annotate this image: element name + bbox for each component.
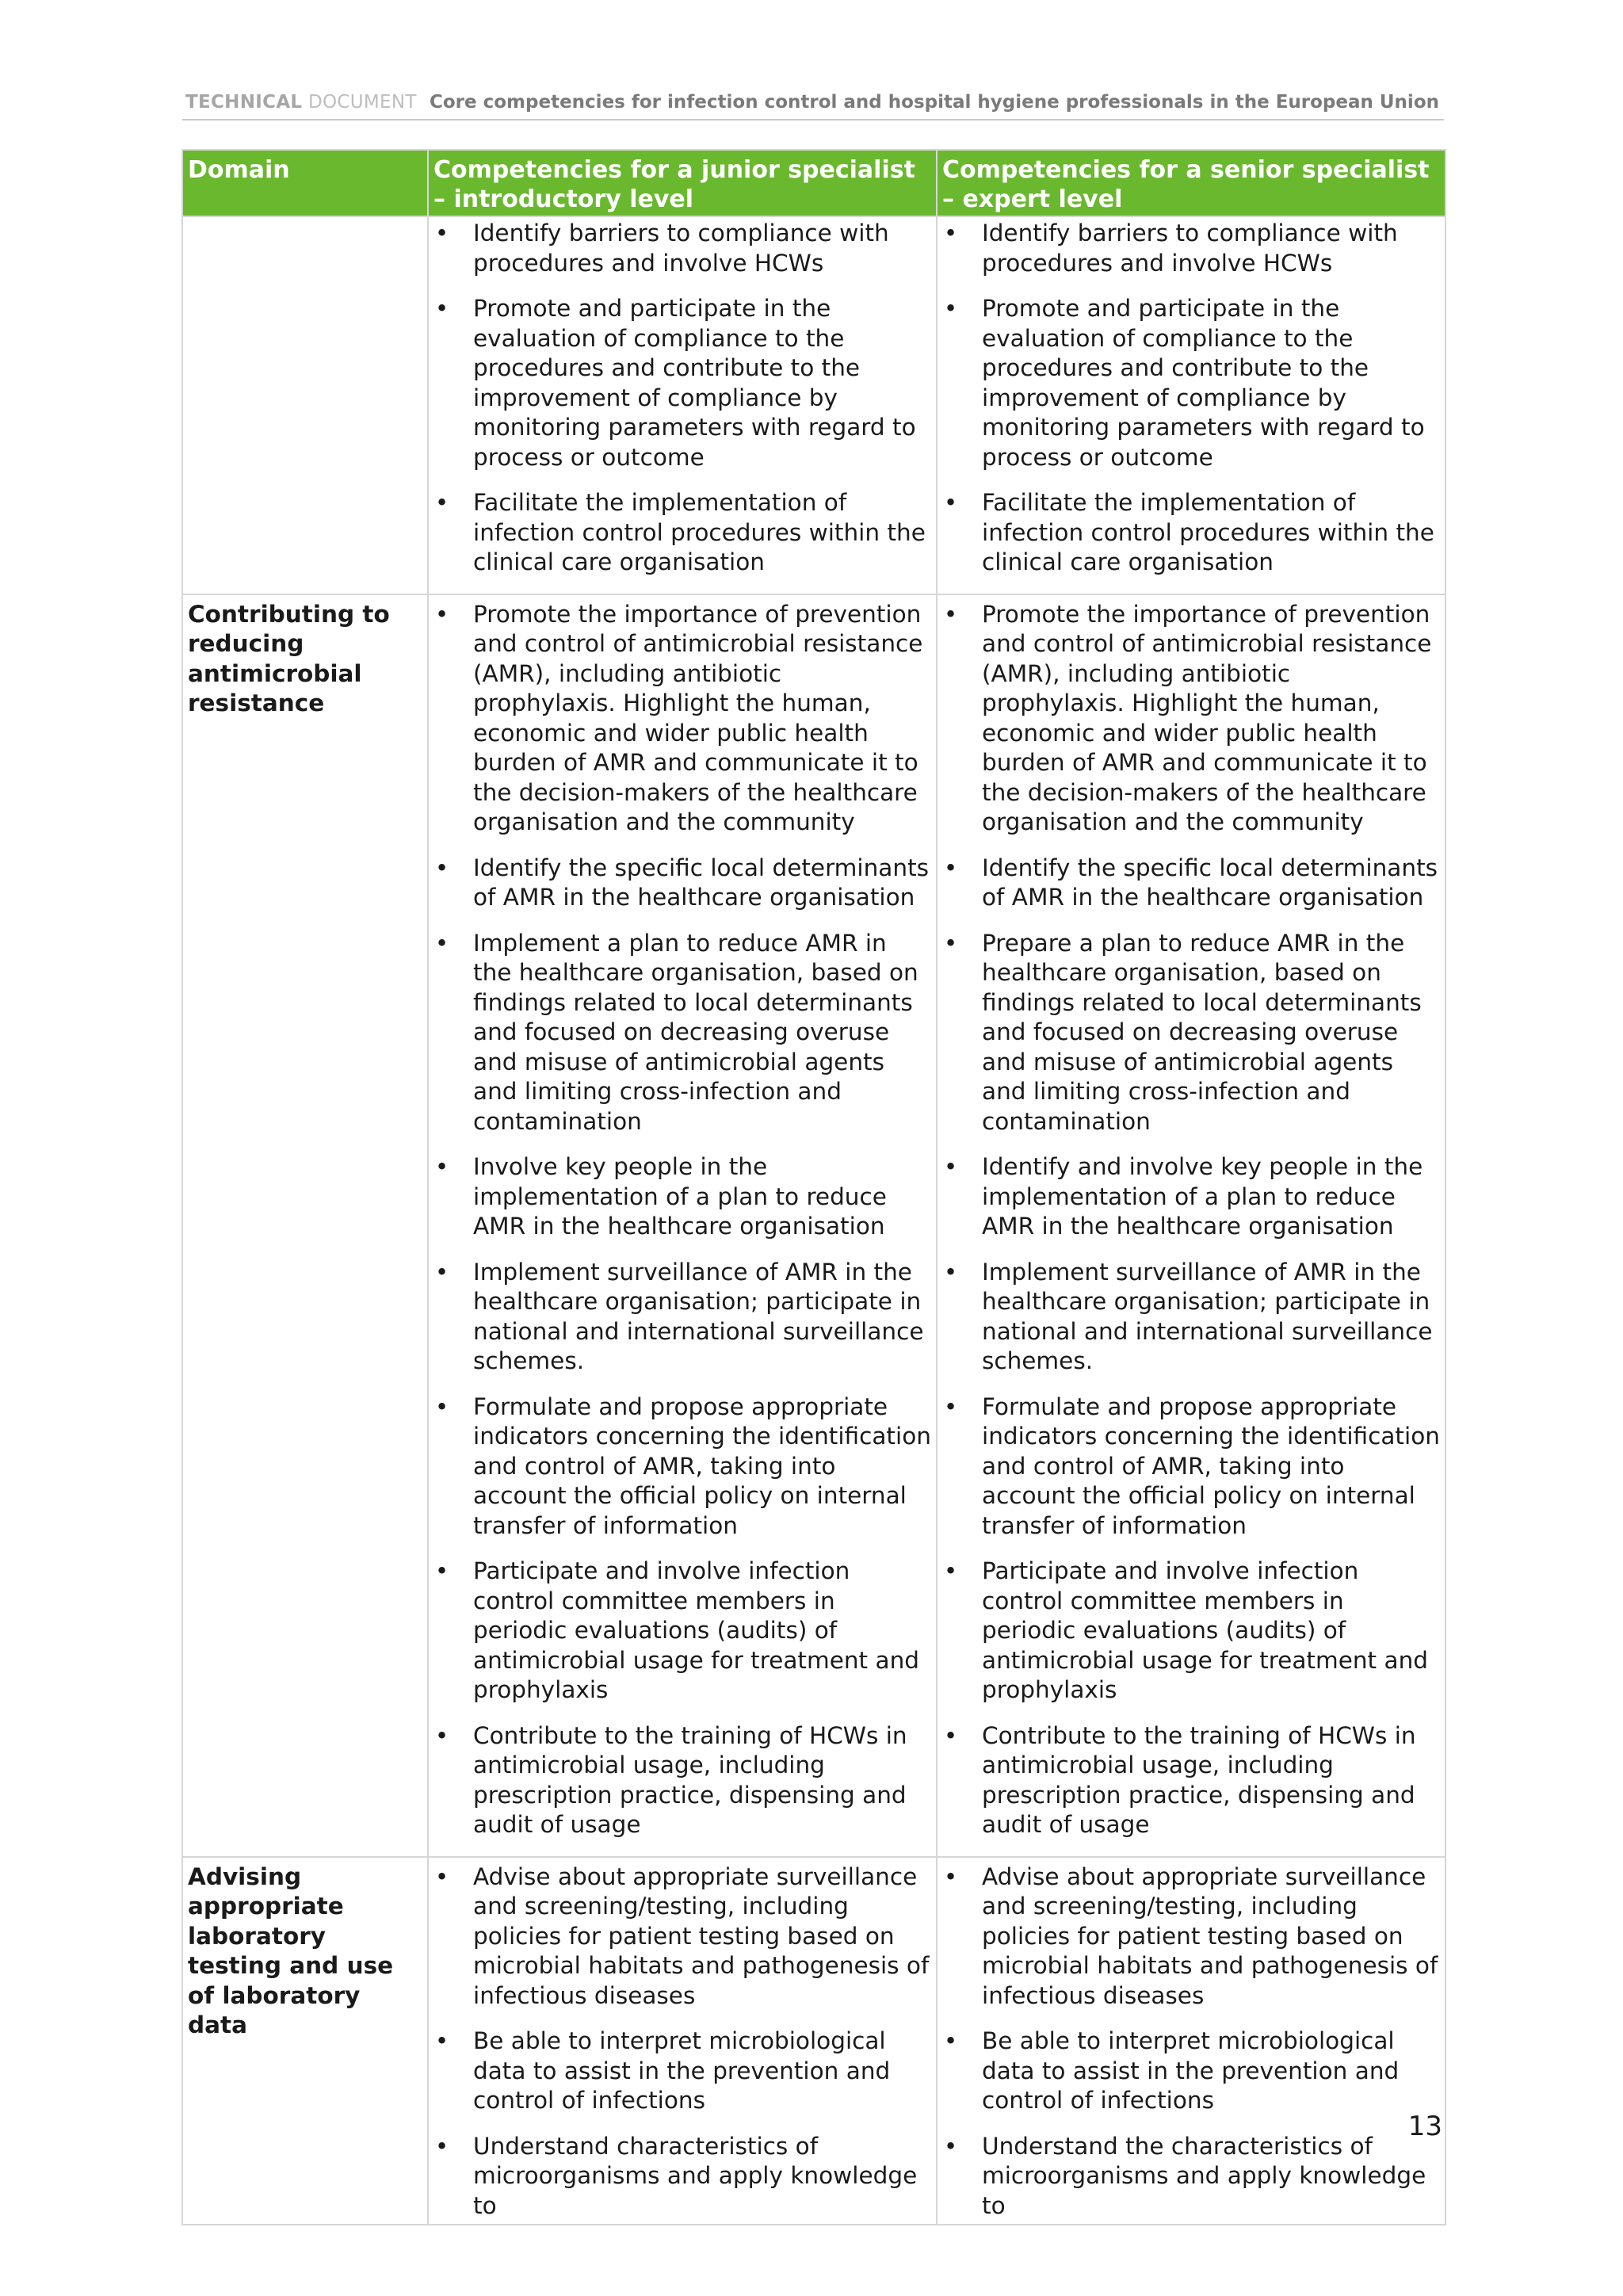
competency-item: • Identify barriers to compliance with procedures and involve HCWs [433,219,931,278]
senior-competency-list [942,1862,1440,2222]
table-row [182,1857,1445,2225]
competency-item: • Understand characteristics of microorganisms and apply knowledge to [433,2132,931,2222]
senior-competency-list [942,219,1440,578]
competency-item: • Implement surveillance of AMR in the healthcare organisation; participate in national and international surveillance schemes. [942,1258,1440,1377]
document-title: Core competencies for infection control and hospital hygiene professionals in the European Union [429,92,1439,113]
senior-competencies-cell [937,594,1445,1857]
page-number: 13 [1407,2111,1442,2142]
junior-competency-list [433,600,931,1840]
competency-item: • Identify the specific local determinants of AMR in the healthcare organisation [433,854,931,913]
competency-item: • Promote the importance of prevention and control of antimicrobial resistance (AMR), including antibiotic prophylaxis. Highlight the human, economic and wider public health burden of AMR and communicate it to the decision-makers of the healthcare organisation and the community [942,600,1440,838]
competency-item: • Be able to interpret microbiological data to assist in the prevention and control of infections [433,2027,931,2116]
competency-item: • Understand the characteristics of microorganisms and apply knowledge to [942,2132,1440,2222]
competency-item: • Be able to interpret microbiological data to assist in the prevention and control of infections [942,2027,1440,2116]
junior-competencies-cell [428,216,937,594]
competency-item: • Prepare a plan to reduce AMR in the healthcare organisation, based on findings related to local determinants and focused on decreasing overuse and misuse of antimicrobial agents and limiting cross-infection and contamination [942,929,1440,1137]
column-header-junior: Competencies for a junior specialist – introductory level [428,150,937,216]
competency-item: • Formulate and propose appropriate indicators concerning the identification and control of AMR, taking into account the official policy on internal transfer of information [942,1392,1440,1541]
senior-competency-list [942,600,1440,1840]
competency-item: • Contribute to the training of HCWs in antimicrobial usage, including prescription practice, dispensing and audit of usage [942,1721,1440,1840]
competency-item: • Participate and involve infection control committee members in periodic evaluations (audits) of antimicrobial usage for treatment and prophylaxis [942,1557,1440,1706]
domain-cell [182,216,428,594]
document-category [185,92,417,113]
domain-cell: Contributing to reducing antimicrobial resistance [182,594,428,1857]
competency-item: • Identify and involve key people in the implementation of a plan to reduce AMR in the healthcare organisation [942,1152,1440,1242]
competency-item: • Identify barriers to compliance with procedures and involve HCWs [942,219,1440,278]
competency-item: • Facilitate the implementation of infection control procedures within the clinical care organisation [942,488,1440,578]
table-row [182,594,1445,1857]
category-strong: TECHNICAL [185,92,303,113]
competency-item: • Implement surveillance of AMR in the healthcare organisation; participate in national and international surveillance schemes. [433,1258,931,1377]
column-header-domain: Domain [182,150,428,216]
table-body [182,216,1445,2225]
senior-competencies-cell [937,1857,1445,2225]
table-header-row [182,150,1445,216]
competency-item: • Participate and involve infection control committee members in periodic evaluations (audits) of antimicrobial usage for treatment and prophylaxis [433,1557,931,1706]
domain-cell: Advising appropriate laboratory testing and use of laboratory data [182,1857,428,2225]
competency-item: • Identify the specific local determinants of AMR in the healthcare organisation [942,854,1440,913]
junior-competencies-cell [428,1857,937,2225]
category-light: DOCUMENT [308,92,417,113]
junior-competency-list [433,1862,931,2222]
competency-item: • Formulate and propose appropriate indicators concerning the identification and control of AMR, taking into account the official policy on internal transfer of information [433,1392,931,1541]
junior-competency-list [433,219,931,578]
competencies-table [181,149,1446,2225]
competency-item: • Advise about appropriate surveillance and screening/testing, including policies for patient testing based on microbial habitats and pathogenesis of infectious diseases [942,1862,1440,2011]
competency-item: • Contribute to the training of HCWs in antimicrobial usage, including prescription practice, dispensing and audit of usage [433,1721,931,1840]
competency-item: • Promote and participate in the evaluation of compliance to the procedures and contribute to the improvement of compliance by monitoring parameters with regard to process or outcome [942,294,1440,472]
competency-item: • Advise about appropriate surveillance and screening/testing, including policies for patient testing based on microbial habitats and pathogenesis of infectious diseases [433,1862,931,2011]
table-row [182,216,1445,594]
running-header [182,90,1444,120]
competency-item: • Promote and participate in the evaluation of compliance to the procedures and contribute to the improvement of compliance by monitoring parameters with regard to process or outcome [433,294,931,472]
competency-item: • Promote the importance of prevention and control of antimicrobial resistance (AMR), including antibiotic prophylaxis. Highlight the human, economic and wider public health burden of AMR and communicate it to the decision-makers of the healthcare organisation and the community [433,600,931,838]
competency-item: • Facilitate the implementation of infection control procedures within the clinical care organisation [433,488,931,578]
competency-item: • Implement a plan to reduce AMR in the healthcare organisation, based on findings related to local determinants and focused on decreasing overuse and misuse of antimicrobial agents and limiting cross-infection and contamination [433,929,931,1137]
column-header-senior: Competencies for a senior specialist – expert level [937,150,1445,216]
senior-competencies-cell [937,216,1445,594]
junior-competencies-cell [428,594,937,1857]
competency-item: • Involve key people in the implementation of a plan to reduce AMR in the healthcare organisation [433,1152,931,1242]
